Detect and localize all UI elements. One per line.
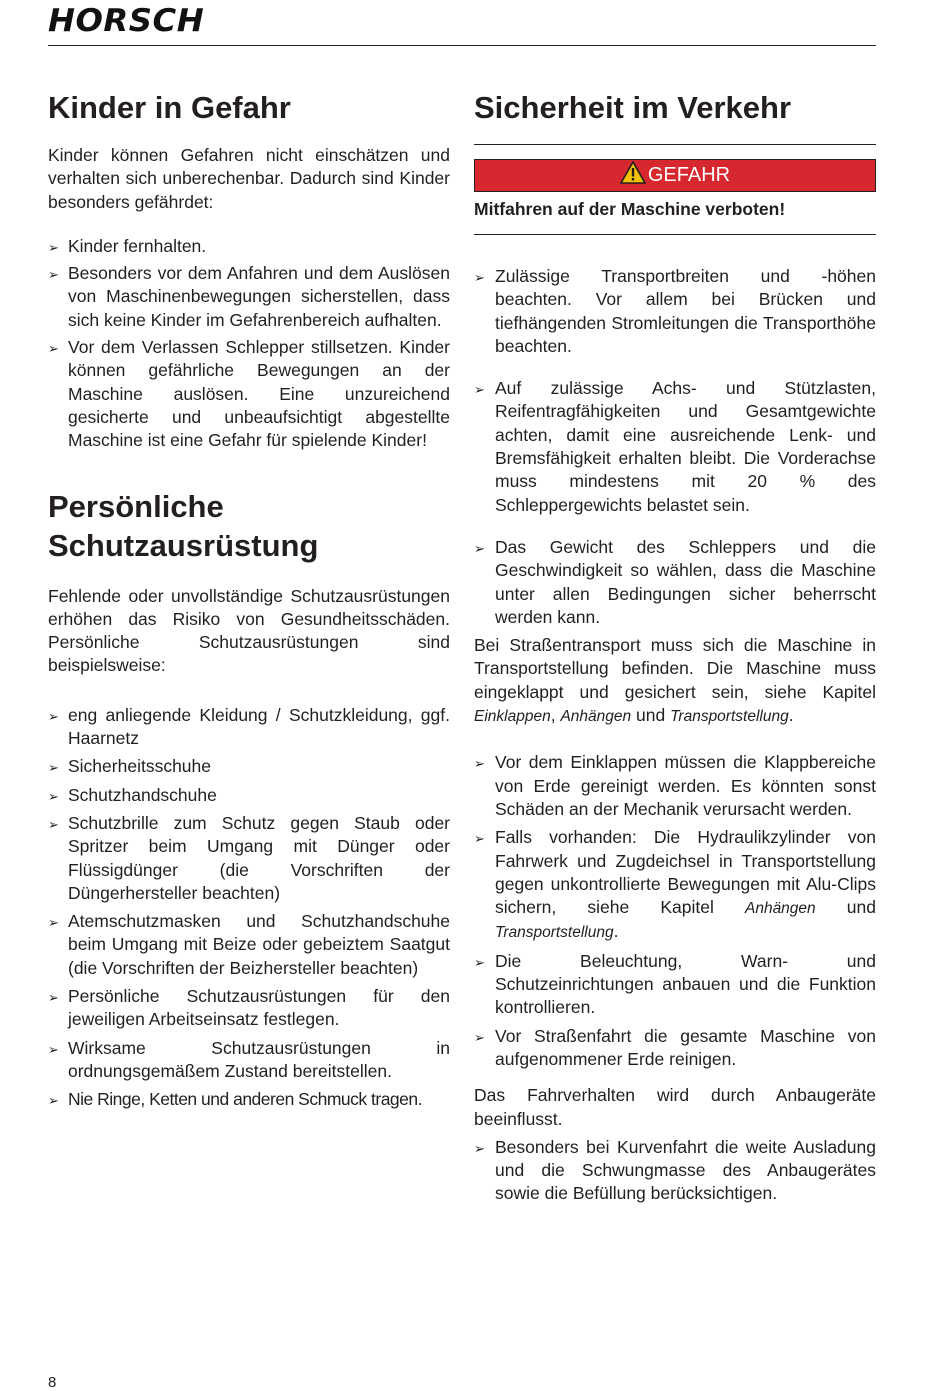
page-number: 8 [48, 1374, 57, 1391]
arrow-bullet-icon: ➢ [474, 954, 485, 970]
list-item: ➢ Besonders bei Kurvenfahrt die weite Ausladung und die Schwungmasse des Anbaugerätes sowie die Befüllung berücksichtigen. [474, 1136, 876, 1204]
arrow-bullet-icon: ➢ [474, 270, 485, 285]
arrow-bullet-icon: ➢ [48, 990, 59, 1006]
list-item: ➢ Atemschutzmasken und Schutzhandschuhe beim Umgang mit Beize oder gebeiztem Saatgut (die Vorschriften der Beizhersteller beachten) [48, 911, 450, 978]
arrow-bullet-icon: ➢ [474, 756, 485, 772]
arrow-bullet-icon: ➢ [48, 341, 59, 357]
folding-list [474, 751, 876, 1071]
driving-behaviour-paragraph: Das Fahrverhalten wird durch Anbaugeräte beeinflusst. [474, 1085, 876, 1129]
heading-sicherheit-im-verkehr: Sicherheit im Verkehr [474, 90, 792, 125]
divider [474, 234, 876, 235]
list-item: ➢ Falls vorhanden: Die Hydraulikzylinder von Fahrwerk und Zugdeichsel in Transportstellung gegen unkontrollierte Bewegungen mit Alu-Clips sichern, siehe Kapitel Anhängen und Transportstellung. [474, 827, 876, 942]
chapter-reference: Einklappen [474, 708, 551, 726]
divider [474, 144, 876, 145]
arrow-bullet-icon: ➢ [48, 267, 59, 283]
intro-paragraph: Kinder können Gefahren nicht einschätzen und verhalten sich unberechenbar. Dadurch sind Kinder besonders gefährdet: [48, 145, 450, 212]
arrow-bullet-icon: ➢ [48, 788, 59, 804]
list-item: ➢ Besonders vor dem Anfahren und dem Auslösen von Maschinenbewegungen sicherstellen, dass sich keine Kinder im Gefahrenbereich aufhalten. [48, 263, 450, 330]
protective-equipment-list [48, 704, 450, 1112]
arrow-bullet-icon: ➢ [48, 1041, 59, 1057]
left-column [48, 88, 450, 1112]
warning-triangle-icon [620, 161, 646, 194]
arrow-bullet-icon: ➢ [474, 382, 485, 398]
danger-label: GEFAHR [647, 164, 731, 186]
transport-paragraph: Bei Straßentransport muss sich die Maschine in Transportstellung befinden. Die Maschine muss eingeklappt und gesichert sein, siehe Kapitel Einklappen, Anhängen und Transportstellung. [474, 635, 876, 726]
chapter-reference: Anhängen [560, 708, 632, 726]
list-item: ➢ Zulässige Transportbreiten und -höhen beachten. Vor allem bei Brücken und tiefhängenden Stromleitungen die Transporthöhe beachten. [474, 266, 876, 356]
arrow-bullet-icon: ➢ [474, 831, 485, 847]
list-item: ➢ Die Beleuchtung, Warn- und Schutzeinrichtungen anbauen und die Funktion kontrollieren. [474, 950, 876, 1018]
danger-banner [474, 159, 876, 192]
arrow-bullet-icon: ➢ [474, 1140, 485, 1156]
arrow-bullet-icon: ➢ [474, 1029, 485, 1045]
children-list [48, 235, 450, 453]
arrow-bullet-icon: ➢ [48, 760, 59, 776]
list-item: ➢ Persönliche Schutzausrüstungen für den jeweiligen Arbeitseinsatz festlegen. [48, 986, 450, 1030]
horsch-logo: HORSCH [48, 3, 205, 39]
protective-equipment-intro: Fehlende oder unvollständige Schutzausrüstungen erhöhen das Risiko von Gesundheitsschäden. Persönliche Schutzausrüstungen sind beispielsweise: [48, 585, 450, 676]
page-header [48, 0, 876, 46]
list-item: ➢ Schutzbrille zum Schutz gegen Staub oder Spritzer beim Umgang mit Dünger oder Flüssigdünger (die Vorschriften der Düngerhersteller beachten) [48, 812, 450, 903]
list-item: ➢ Nie Ringe, Ketten und anderen Schmuck tragen. [48, 1088, 450, 1111]
list-item: ➢ Das Gewicht des Schleppers und die Geschwindigkeit so wählen, dass die Maschine unter allen Bedingungen sicher beherrscht werden kann. [474, 536, 876, 627]
arrow-bullet-icon: ➢ [474, 540, 485, 556]
list-item: ➢ Vor Straßenfahrt die gesamte Maschine von aufgenommener Erde reinigen. [474, 1025, 876, 1069]
list-item: ➢ Auf zulässige Achs- und Stützlasten, Reifentragfähigkeiten und Gesamtgewichte achten, damit eine ausreichende Lenk- und Bremsfähigkeit erhalten bleibt. Die Vorderachse muss mindestens mit 20 % des Schleppergewichts belastet sein. [474, 378, 876, 515]
cornering-list [474, 1136, 876, 1206]
heading-persoenliche-schutzausruestung: Persönliche Schutzausrüstung [48, 488, 319, 563]
chapter-reference: Transportstellung [670, 708, 789, 726]
chapter-reference: Transportstellung [495, 924, 614, 942]
list-item: ➢ Sicherheitsschuhe [48, 755, 450, 778]
arrow-bullet-icon: ➢ [48, 708, 59, 724]
arrow-bullet-icon: ➢ [48, 915, 59, 931]
list-item: ➢ Vor dem Verlassen Schlepper stillsetzen. Kinder können gefährliche Bewegungen an der Maschine auslösen. Eine unzureichend gesicherte und unbeaufsichtigt abgestellte Maschine ist eine Gefahr für spielende Kinder! [48, 337, 450, 451]
list-item: ➢ Vor dem Einklappen müssen die Klappbereiche von Erde gereinigt werden. Es könnten sonst Schäden an der Mechanik verursacht werden. [474, 752, 876, 819]
list-item: ➢ eng anliegende Kleidung / Schutzkleidung, ggf. Haarnetz [48, 704, 450, 749]
list-item: ➢ Wirksame Schutzausrüstungen in ordnungsgemäßem Zustand bereitstellen. [48, 1037, 450, 1081]
list-item: ➢ Schutzhandschuhe [48, 784, 450, 807]
arrow-bullet-icon: ➢ [48, 816, 59, 832]
traffic-list [474, 265, 876, 629]
arrow-bullet-icon: ➢ [48, 239, 59, 255]
right-column [474, 88, 876, 1206]
danger-message: Mitfahren auf der Maschine verboten! [474, 199, 786, 219]
chapter-reference: Anhängen [744, 900, 816, 918]
list-item: ➢ Kinder fernhalten. [48, 235, 450, 258]
heading-kinder-in-gefahr: Kinder in Gefahr [48, 90, 291, 125]
arrow-bullet-icon: ➢ [48, 1093, 59, 1109]
